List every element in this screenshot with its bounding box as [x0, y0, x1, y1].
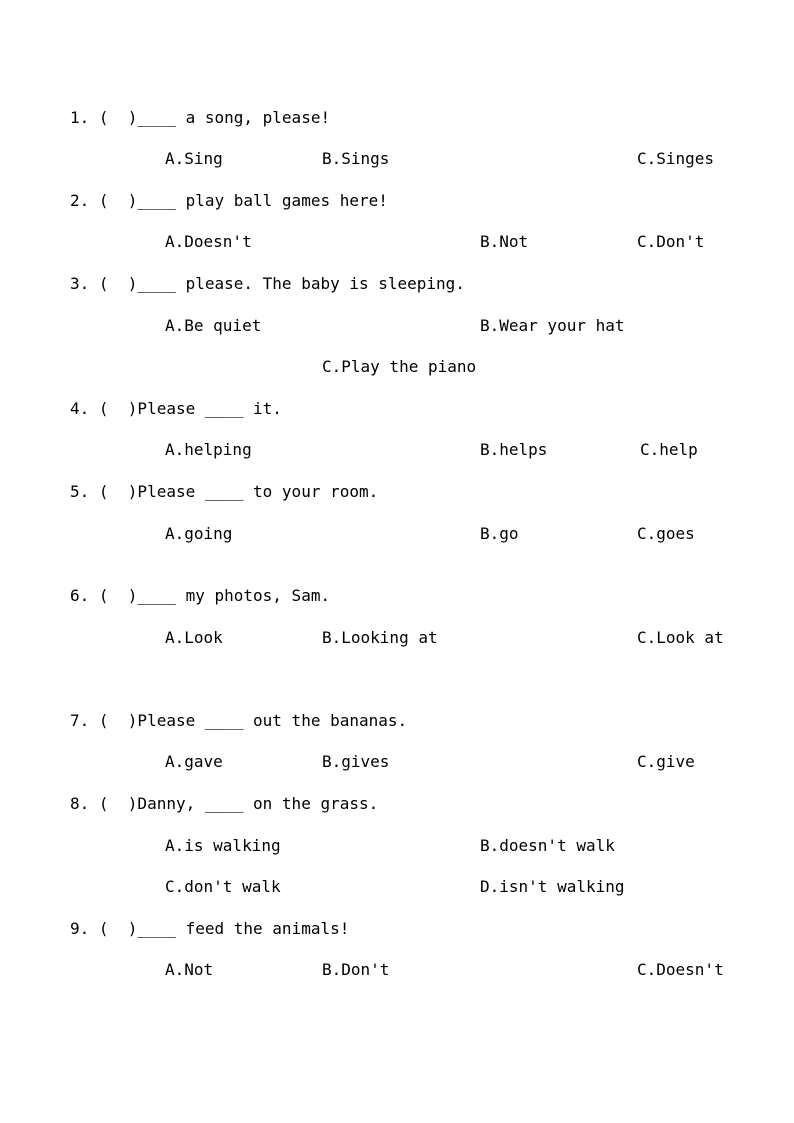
question-4-option-b: B.helps	[480, 440, 548, 459]
question-9-stem: 9. ( )____ feed the animals!	[70, 919, 350, 938]
question-5-option-c: C.goes	[637, 524, 695, 543]
question-6-option-a: A.Look	[165, 628, 223, 647]
question-4-option-c: C.help	[640, 440, 698, 459]
question-6-option-b: B.Looking at	[322, 628, 438, 647]
question-2-option-b: B.Not	[480, 232, 529, 251]
question-8-option-a: A.is walking	[165, 836, 281, 855]
question-5-option-a: A.going	[165, 524, 233, 543]
question-1-stem: 1. ( )____ a song, please!	[70, 108, 331, 127]
question-7-option-b: B.gives	[322, 752, 390, 771]
question-8-stem: 8. ( )Danny, ____ on the grass.	[70, 794, 379, 813]
question-9-option-c: C.Doesn't	[637, 960, 724, 979]
question-6-stem: 6. ( )____ my photos, Sam.	[70, 586, 331, 605]
question-1-option-a: A.Sing	[165, 149, 223, 168]
question-8-option-d: D.isn't walking	[480, 877, 625, 896]
question-2-option-a: A.Doesn't	[165, 232, 252, 251]
question-3-option-a: A.Be quiet	[165, 316, 262, 335]
question-9-option-b: B.Don't	[322, 960, 390, 979]
question-4-option-a: A.helping	[165, 440, 252, 459]
question-2-stem: 2. ( )____ play ball games here!	[70, 191, 388, 210]
question-7-option-c: C.give	[637, 752, 695, 771]
question-5-option-b: B.go	[480, 524, 519, 543]
question-3-option-b: B.Wear your hat	[480, 316, 625, 335]
question-9-option-a: A.Not	[165, 960, 214, 979]
question-5-stem: 5. ( )Please ____ to your room.	[70, 482, 379, 501]
question-6-option-c: C.Look at	[637, 628, 724, 647]
question-7-option-a: A.gave	[165, 752, 223, 771]
question-3-option-c: C.Play the piano	[322, 357, 477, 376]
question-1-option-c: C.Singes	[637, 149, 715, 168]
question-3-stem: 3. ( )____ please. The baby is sleeping.	[70, 274, 465, 293]
question-4-stem: 4. ( )Please ____ it.	[70, 399, 282, 418]
question-1-option-b: B.Sings	[322, 149, 390, 168]
question-8-option-b: B.doesn't walk	[480, 836, 615, 855]
question-8-option-c: C.don't walk	[165, 877, 281, 896]
question-2-option-c: C.Don't	[637, 232, 705, 251]
question-7-stem: 7. ( )Please ____ out the bananas.	[70, 711, 408, 730]
